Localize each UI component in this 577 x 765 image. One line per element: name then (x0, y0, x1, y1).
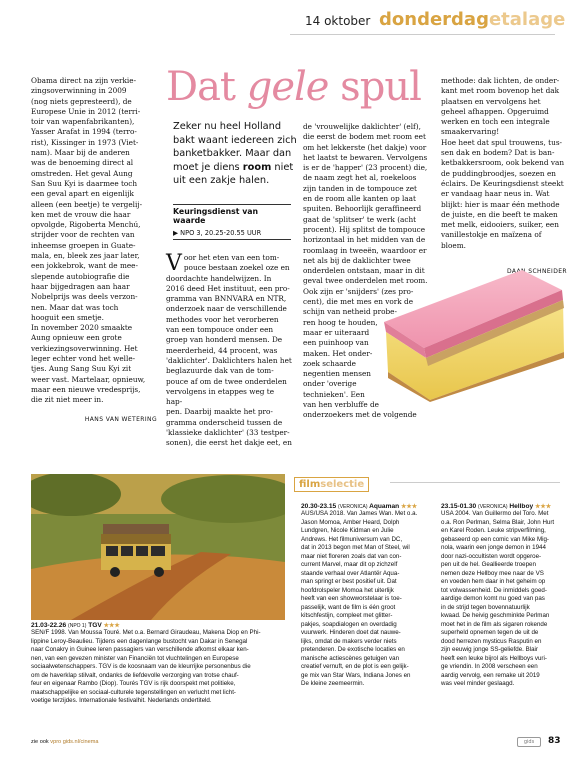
section-title-dark: donderdag (379, 9, 489, 30)
program-rule-bottom (173, 239, 291, 240)
tompouce-image (372, 262, 568, 402)
film-label-dark: film (299, 479, 321, 490)
film-section-label (294, 477, 369, 492)
bus-photo (31, 474, 285, 620)
previous-article-byline: HANS VAN WETERING (84, 416, 157, 423)
film-description: USA 2004. Van Guillermo del Toro. Met o.a. Ron Perlman, Selma Blair, John Hurt en Karel Roden. Leuke stripverfilming, gebaseerd op een comic van Mike Mig- nola, waarin een jonge demon in 1944 door nazi-occultisten wordt opgeroe- pen uit de hel. Geallieerde troepen nemen deze Hellboy mee naar de VS en voeden hem daar in het geheim op tot volwassenheid. De inmiddels goed- aardige demon komt nu goed van pas in de strijd tegen bovennatuurlijk kwaad. De heivig geschminkte Perlman moet het in de film als sigaren rokende superheld opnemen tegen de uit de dood herrezen mysticus Rasputin en zijn eeuwig jonge SS-geliefde. Blair heeft een leuke bijrol als Hellboys vuri- ge vriendin. In 2008 verscheen een aardig vervolg, een remake uit 2019 was veel minder geslaagd. (441, 510, 555, 687)
film-listing-hellboy (441, 503, 569, 689)
footer-link[interactable]: vpro gids.nl/cinema (50, 739, 99, 745)
article-title-post: spul (328, 64, 421, 110)
article-column-2 (166, 253, 292, 449)
film-title: TGV (88, 622, 102, 629)
header-divider (290, 34, 555, 35)
film-channel: (VERONICA) (478, 504, 508, 510)
article-byline: DAAN SCHNEIDER (506, 268, 567, 275)
film-title: Aquaman (369, 503, 400, 510)
film-label-light: selectie (320, 479, 365, 490)
intro-part2: niet uit een zakje halen. (173, 161, 294, 186)
film-channel: (NPO 1) (68, 623, 87, 629)
program-box (173, 207, 291, 237)
header-date: 14 oktober (305, 14, 371, 28)
film-section-header (294, 472, 384, 490)
article-column-3: de 'vrouwelijke daklichter' (elf), die eerst de bodem met room eet om het lekkerste (het dakje) voor het laatst te bewaren. Vervolgens is er de 'happer' (23 procent) die, de naam zegt het al, roekeloos zijn tanden in de tompouce zet en de room alle kanten op laat spuiten. Behoorlijk geraffineerd gaat de 'splitser' te werk (acht procent). Hij splitst de tompouce horizontaal in het midden van de roomlaag in tweeën, waardoor er net als bij de daklichter twee onderdelen ontstaan, maar in dit geval twee onderdelen met room. Ook zijn er 'snijders' (zes pro- cent), die met mes en vork de schijn van netheid probe- ren hoog te houden, maar er uiteraard een puinhoop van maken. Het onder- zoek schaarde negentien mensen onder 'overige technieken'. Een van hen verbluffe de onderzoekers met de volgende (303, 122, 428, 420)
film-heading (301, 503, 429, 510)
article-column-2-text: oor het eten van een tom- pouce bestaan zoekel oze en doordachte handelwijzen. In 2016 deed Het instituut, een pro- gramma van BNNVARA en NTR, onderzoek naar de verschillende methodes voor het verorberen van een tompouce onder een groep van honderd mensen. De meerderheid, 44 procent, was 'daklichter'. Daklichters halen het beglazuurde dak van de tom- pouce af om de twee onderdelen vervolgens in etappes weg te hap- pen. Daarbij maakte het pro- gramma onderscheid tussen de 'klassieke daklichter' (33 testper- sonen), die eerst het dakje eet, en (166, 253, 292, 448)
film-listing-aquaman (301, 503, 429, 689)
section-title-light: etalage (488, 9, 566, 30)
film-time: 23.15-01.30 (441, 503, 477, 510)
article-column-4: methode: dak lichten, de onder- kant met room bovenop het dak plaatsen en vervolgens het geheel afhappen. Opgeruimd werken en toch een integrale smaakervaring! Hoe heet dat spul trouwens, tus- sen dak en bodem? Dat is ban- ketbakkersroom, ook bekend van de puddingbroodjes, soezen en éclairs. De Keuringsdienst steekt er vandaag haar neus in. Wat blijkt: hier is maar één methode de juiste, en die beeft te maken met melk, eidooiers, suiker, een vanillestokje en maïzena of bloem. (441, 76, 565, 250)
article-title-italic: gele (246, 64, 329, 110)
program-rule-top (173, 204, 291, 205)
film-rating-stars: ★★★ (535, 504, 552, 510)
previous-article-text: Obama direct na zijn verkie- zingsoverwinning in 2009 (nog niets gepresteerd), de Europese Unie in 2012 (terri- toir van wapenfabrikanten), Yasser Arafat in 1994 (terro- rist), Kissinger in 1973 (Viet- nam). Maar bij de anderen was de benoeming direct al omstreden. Het geval Aung San Suu Kyi is daarmee toch een geval apart en eigenlijk alleen (een beetje) te vergelij- ken met de vrouw die haar opvolgde, Rigoberta Menchú, strijder voor de rechten van inheemse groepen in Guate- mala, en, bleek zes jaar later, een jokkebrok, want de mee- slepende autobiografie die haar bijgedragen aan haar Nobelprijs was deels verzon- nen. Maar dat was toch hooguit een smetje. In november 2020 smaakte Aung opnieuw een grote verkiezingsoverwinning. Het leger echter vond het welle- tjes. Aung Sang Suu Kyi zit weer vast. Martelaar, opnieuw, maar een nieuwe vredesprijs, die zit niet meer in. (31, 76, 146, 405)
film-description: AUS/USA 2018. Van James Wan. Met o.a. Jason Momoa, Amber Heard, Dolph Lundgren, Nicole Kidman en Julie Andrews. Het filmuniversum van DC, dat in 2013 begon met Man of Steel, wil maar niet floreren zoals dat van con- current Marvel, maar dit op zichzelf staande verhaal over Atlantër Aqua- man springt er best positief uit. Dat hoofdrolspeler Momoa het uiterlijk heeft van een showworstelaar is toe- passelijk, want de film is één groot kitschfestijn, compleet met glitter- pakjes, soapdialogen en overdadig vuurwerk. Hinderen doet dat nauwe- lijks, omdat de makers verder niets pretenderen. De exotische locaties en manische actiescènes getuigen van creatief vernuft, en de plot is een gelijk- ge mix van Star Wars, Indiana Jones en De kleine zeemeermin. (301, 510, 418, 687)
footer-prefix: zie ook (31, 739, 51, 745)
intro-part1: Zeker nu heel Holland bakt waant iedereen zich banketbakker. Maar dan moet je diens (173, 121, 297, 173)
article-title-pre: Dat (166, 64, 247, 110)
page-number: 83 (548, 736, 561, 746)
film-listing-tgv (31, 622, 283, 706)
bus-luggage (103, 524, 169, 534)
article-intro (173, 120, 301, 188)
gids-logo: gids (517, 737, 541, 747)
drop-cap: V (166, 251, 182, 276)
film-rating-stars: ★★★ (103, 623, 120, 629)
article-title (166, 64, 421, 110)
film-section-divider (390, 482, 560, 483)
film-heading (441, 503, 569, 510)
film-time: 21.03-22.26 (31, 622, 67, 629)
footer-reference (31, 739, 98, 745)
program-title: Keuringsdienst van waarde (173, 207, 259, 225)
film-description: SEN/F 1998. Van Moussa Touré. Met o.a. Bernard Giraudeau, Makena Diop en Phi- lippine Leroy-Beaulieu. Tijdens een dagenlange bustocht van Dakar in Senegal naar Conakry in Guinee leren passagiers van verschillende afkomst elkaar ken- nen, van een gevezen minister van Financiën tot vluchtelingen en Europese sociaalwetenschappers. TGV is de koosnaam van de kleurrijke personenbus die om de haverklap stilvalt, ondanks de liefdevolle verzorging van trotse chauf- feur en eigenaar Rambo (Diop). Tourés TGV is rijk doorspekt met politieke, maatschappelijke en sociaal-culturele tegenstellingen en verlucht met licht- voetige terzijdes. Internationale festivalhit. Nederlands ondertiteld. (31, 629, 261, 704)
film-heading (31, 622, 283, 629)
section-title (379, 9, 565, 30)
intro-bold: room (242, 161, 272, 173)
film-channel: (VERONICA) (338, 504, 368, 510)
program-info: ▶ NPO 3, 20.25-20.55 UUR (173, 229, 262, 237)
film-rating-stars: ★★★ (400, 504, 418, 510)
film-time: 20.30-23.15 (301, 503, 337, 510)
film-title: Hellboy (509, 503, 534, 510)
